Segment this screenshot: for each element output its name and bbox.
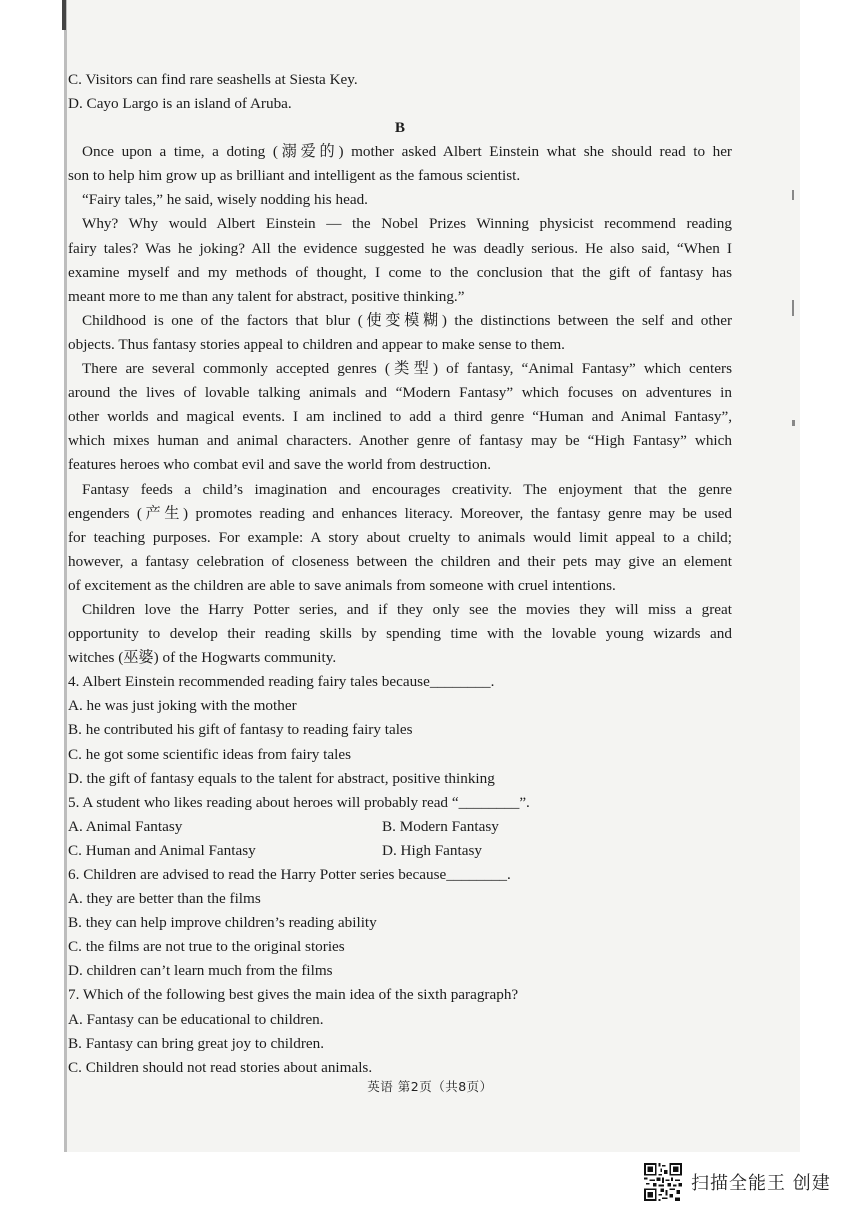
question-7-stem: 7. Which of the following best gives the main idea of the sixth paragraph? <box>68 986 519 1004</box>
question-4-option-a: A. he was just joking with the mother <box>68 697 297 715</box>
qr-code-icon <box>644 1163 682 1201</box>
passage-line: fairy tales? Was he joking? All the evidence suggested he was deadly serious. He also said, “When I <box>68 239 732 257</box>
question-3-option-d: D. Cayo Largo is an island of Aruba. <box>68 95 292 113</box>
passage-line: of excitement as the children are able to save animals from someone with cruel intentions. <box>68 576 616 594</box>
passage-line: Once upon a time, a doting (溺爱的) mother asked Albert Einstein what she should read to her <box>82 143 732 161</box>
passage-line: however, a fantasy celebration of closeness between the children and their pets may give an element <box>68 552 732 570</box>
passage-line: Fantasy feeds a child’s imagination and encourages creativity. The enjoyment that the genre <box>82 480 732 498</box>
passage-line: objects. Thus fantasy stories appeal to children and appear to make sense to them. <box>68 335 565 353</box>
question-4-option-b: B. he contributed his gift of fantasy to reading fairy tales <box>68 721 413 739</box>
question-4-stem: 4. Albert Einstein recommended reading fairy tales because________. <box>68 673 495 691</box>
question-7-option-a: A. Fantasy can be educational to children. <box>68 1010 324 1028</box>
passage-line: for teaching purposes. For example: A story about cruelty to animals would limit appeal to a child; <box>68 528 732 546</box>
question-7-option-c: C. Children should not read stories about animals. <box>68 1058 373 1076</box>
passage-line: features heroes who combat evil and save the world from destruction. <box>68 456 492 474</box>
section-title-b: B <box>394 119 406 137</box>
scan-artifact <box>792 300 794 316</box>
page-footer: 英语 第2页（共8页） <box>367 1079 493 1094</box>
passage-line: witches (巫婆) of the Hogwarts community. <box>68 649 337 667</box>
passage-line: There are several commonly accepted genres (类型) of fantasy, “Animal Fantasy” which centers <box>82 360 732 378</box>
scan-edge-mark <box>62 0 66 30</box>
scanner-watermark <box>644 1162 831 1202</box>
passage-line: son to help him grow up as brilliant and intelligent as the famous scientist. <box>68 167 521 185</box>
passage-line: engenders (产生) promotes reading and enhances literacy. Moreover, the fantasy genre may be used <box>68 504 732 522</box>
question-5-options-row-1 <box>68 815 732 839</box>
watermark-text: 扫描全能王 创建 <box>691 1173 831 1194</box>
question-3-option-c: C. Visitors can find rare seashells at Siesta Key. <box>68 71 358 88</box>
question-5-option-d: D. High Fantasy <box>382 841 482 859</box>
passage-line: “Fairy tales,” he said, wisely nodding his head. <box>82 191 368 209</box>
passage-line: Why? Why would Albert Einstein — the Nobel Prizes Winning physicist recommend reading <box>82 215 732 233</box>
passage-line: other worlds and magical events. I am inclined to add a third genre “Human and Animal Fantasy”, <box>68 408 732 426</box>
question-5-stem: 5. A student who likes reading about heroes will probably read “________”. <box>68 793 530 811</box>
question-5-option-c: C. Human and Animal Fantasy <box>68 841 256 859</box>
passage-line: which mixes human and animal characters. Another genre of fantasy may be “High Fantasy” which <box>68 432 732 450</box>
scan-artifact <box>792 190 794 200</box>
question-6-stem: 6. Children are advised to read the Harry Potter series because________. <box>68 866 511 883</box>
question-6-option-b: B. they can help improve children’s reading ability <box>68 914 377 932</box>
question-6-option-c: C. the films are not true to the original stories <box>68 938 345 956</box>
passage-line: meant more to me than any talent for abstract, positive thinking.” <box>68 287 465 305</box>
question-5-options-row-2 <box>68 839 732 863</box>
question-5-option-b: B. Modern Fantasy <box>382 817 499 835</box>
question-5-option-a: A. Animal Fantasy <box>68 817 183 835</box>
passage-line: around the lives of lovable talking animals and “Modern Fantasy” which focuses on adventures in <box>68 384 732 402</box>
question-7-option-b: B. Fantasy can bring great joy to children. <box>68 1034 325 1052</box>
scan-artifact <box>792 420 795 426</box>
passage-line: Children love the Harry Potter series, and if they only see the movies they will miss a great <box>82 600 732 618</box>
passage-line: Childhood is one of the factors that blur (使变模糊) the distinctions between the self and other <box>82 311 732 329</box>
passage-line: examine myself and my methods of thought, I come to the conclusion that the gift of fantasy has <box>68 263 732 281</box>
question-4-option-d: D. the gift of fantasy equals to the talent for abstract, positive thinking <box>68 769 495 787</box>
question-6-option-a: A. they are better than the films <box>68 890 261 908</box>
passage-line: opportunity to develop their reading skills by spending time with the lovable young wizards and <box>68 625 732 643</box>
question-4-option-c: C. he got some scientific ideas from fairy tales <box>68 745 351 763</box>
question-6-option-d: D. children can’t learn much from the films <box>68 962 333 980</box>
document-body <box>68 68 732 1080</box>
